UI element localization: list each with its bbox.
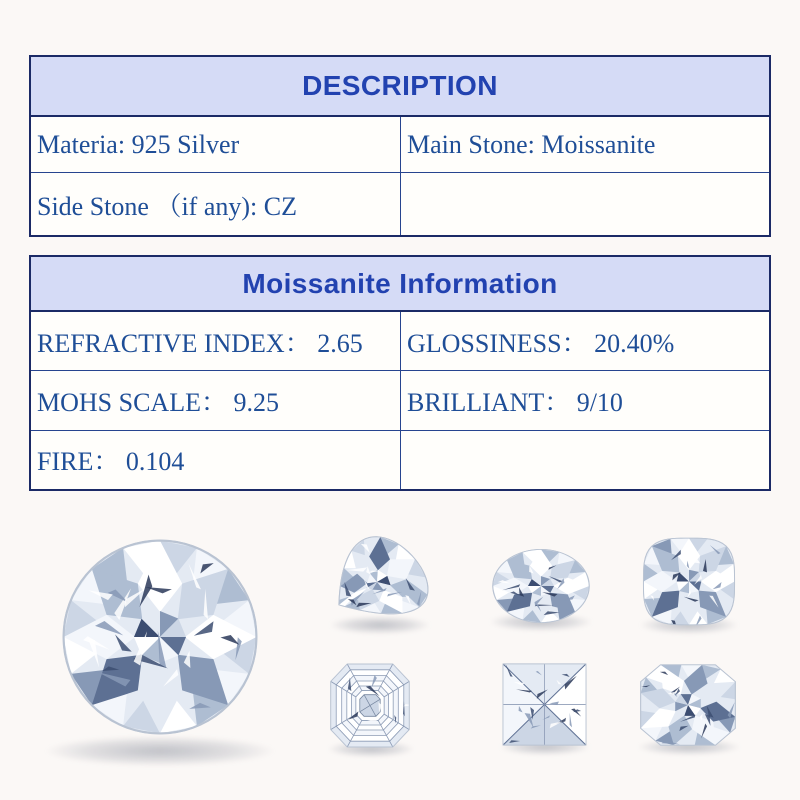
gem-gallery <box>0 500 800 800</box>
table-row <box>31 172 769 235</box>
main-stone-cell: Main Stone: Moissanite <box>400 117 769 172</box>
refractive-index-cell: REFRACTIVE INDEX： 2.65 <box>37 328 363 358</box>
pear-gem-image <box>321 534 433 630</box>
material-cell: Materia: 925 Silver <box>37 129 240 159</box>
radiant-gem-image <box>635 660 741 750</box>
table-row <box>31 430 769 489</box>
mohs-scale-cell: MOHS SCALE： 9.25 <box>37 387 279 417</box>
brilliant-cell: BRILLIANT： 9/10 <box>400 371 769 429</box>
round-gem-image <box>52 529 268 745</box>
asscher-gem-image <box>326 659 414 752</box>
cushion-gem-image <box>638 533 740 630</box>
glossiness-cell: GLOSSINESS： 20.40% <box>400 312 769 370</box>
table-row <box>31 370 769 429</box>
table-row <box>31 117 769 172</box>
moissanite-info-table-title: Moissanite Information <box>31 257 769 312</box>
oval-gem-image <box>487 545 595 627</box>
princess-gem-image <box>498 659 591 750</box>
table-row <box>31 312 769 370</box>
empty-cell <box>400 173 769 235</box>
description-table <box>29 55 771 237</box>
side-stone-cell: Side Stone （if any): CZ <box>37 191 297 221</box>
empty-cell <box>400 431 769 489</box>
fire-cell: FIRE： 0.104 <box>37 447 185 477</box>
description-table-title: DESCRIPTION <box>31 57 769 117</box>
moissanite-info-table <box>29 255 771 491</box>
